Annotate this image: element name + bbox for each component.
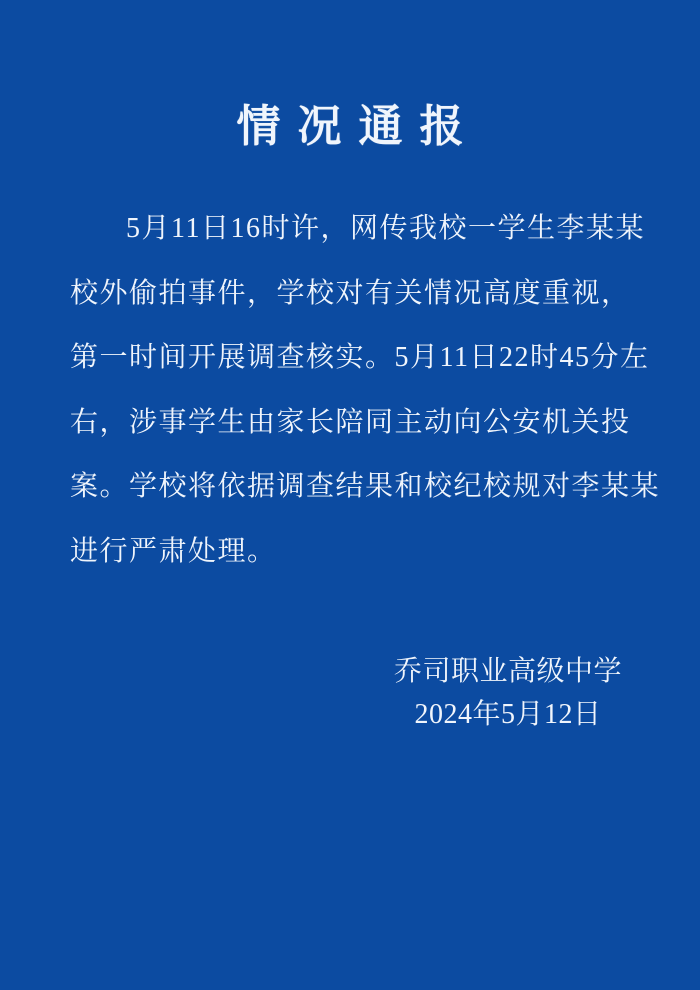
notice-title: 情况通报	[236, 102, 481, 151]
body-line: 进行严肃处理。	[70, 535, 277, 567]
body-line: 案。学校将依据调查结果和校纪校规对李某某	[70, 471, 661, 502]
body-line: 第一时间开展调查核实。5月11日22时45分左	[70, 342, 650, 373]
signature-date: 2024年5月12日	[414, 699, 602, 730]
body-line: 5月11日16时许，网传我校一学生李某某	[126, 213, 645, 244]
notice-body	[70, 197, 661, 584]
signature-org: 乔司职业高级中学	[393, 656, 622, 687]
notice-signature	[394, 650, 622, 736]
body-line: 右，涉事学生由家长陪同主动向公安机关投	[70, 406, 631, 438]
body-line: 校外偷拍事件，学校对有关情况高度重视，	[70, 277, 631, 309]
